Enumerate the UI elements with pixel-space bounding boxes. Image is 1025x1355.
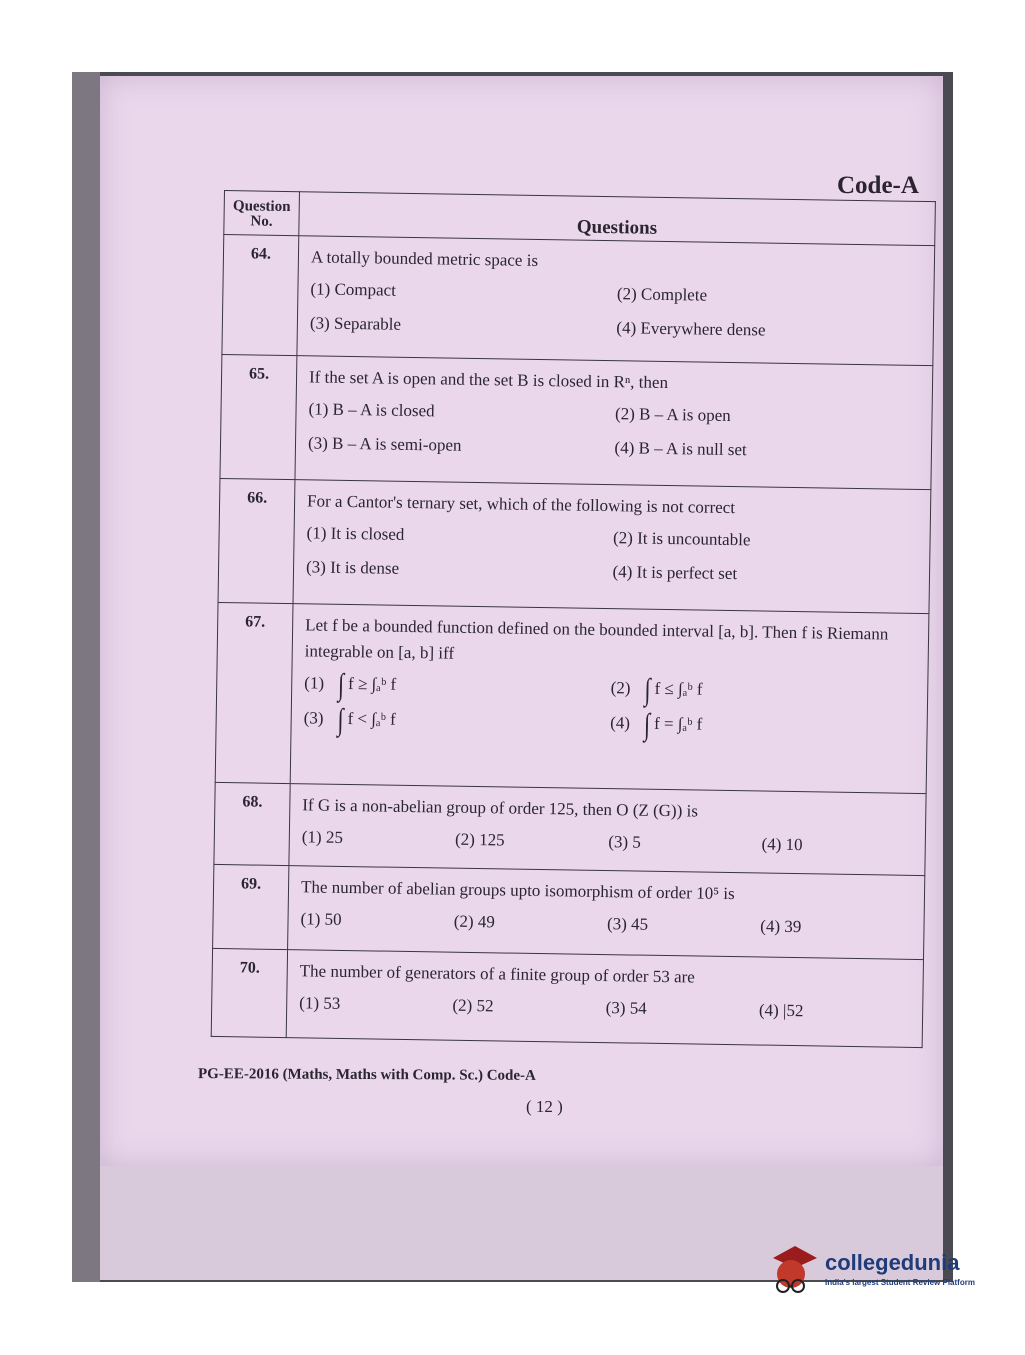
question-text: If G is a non-abelian group of order 125, then O (Z (G)) is xyxy=(302,795,699,821)
integral-expression: f = ∫ₐᵇ f xyxy=(653,713,703,734)
option: (1) 50 xyxy=(300,909,342,929)
option: (3) It is dense xyxy=(305,557,400,578)
question-number: 65. xyxy=(220,354,297,479)
option: (4) Everywhere dense xyxy=(616,318,766,340)
question-cell xyxy=(293,480,931,614)
question-cell xyxy=(288,866,925,960)
mascot-icon xyxy=(765,1244,821,1304)
option: (4) B – A is null set xyxy=(614,438,747,460)
option: (1) Compact xyxy=(310,279,397,300)
question-number: 68. xyxy=(214,782,290,865)
integral-expression: f ≤ ∫ₐᵇ f xyxy=(654,678,703,699)
option: (1) 25 xyxy=(301,827,344,847)
table-row xyxy=(214,782,926,875)
question-cell xyxy=(289,784,926,876)
question-number: 69. xyxy=(213,864,289,949)
logo-tagline: India's largest Student Review Platform xyxy=(825,1278,975,1287)
option: (4) 39 xyxy=(760,916,802,937)
question-number: 70. xyxy=(211,948,287,1037)
option: (1) It is closed xyxy=(306,523,405,544)
scan-edge xyxy=(72,72,100,1282)
code-label: Code-A xyxy=(837,172,919,199)
question-cell xyxy=(286,950,923,1048)
question-cell xyxy=(297,236,935,366)
collegedunia-logo[interactable] xyxy=(765,1244,995,1314)
column-header-question-no: Question No. xyxy=(224,191,300,236)
table-row xyxy=(211,948,923,1047)
question-text: For a Cantor's ternary set, which of the following is not correct xyxy=(306,491,736,518)
option: (1) B – A is closed xyxy=(308,399,435,421)
option: (4) 10 xyxy=(761,834,803,855)
option: (3) 54 xyxy=(605,998,647,1018)
question-text: Let f be a bounded function defined on the bounded interval [a, b]. Then f is Riemann integrable on [a, b] iff xyxy=(304,615,889,663)
question-text: If the set A is open and the set B is closed in Rⁿ, then xyxy=(308,367,669,392)
option: (2) 49 xyxy=(453,911,496,932)
integral-expression: f ≥ ∫ₐᵇ f xyxy=(347,674,397,694)
integral-sign: ∫ xyxy=(644,671,651,707)
option-number: (1) xyxy=(304,673,325,693)
integral-sign: ∫ xyxy=(337,666,345,702)
option: (3) B – A is semi-open xyxy=(307,433,462,455)
option-number: (4) xyxy=(610,713,631,733)
logo-name: collegedunia xyxy=(825,1250,960,1275)
option-number: (3) xyxy=(303,708,324,728)
option xyxy=(610,706,917,742)
option xyxy=(304,666,611,702)
question-text: The number of generators of a finite group of order 53 are xyxy=(299,961,695,987)
table-row xyxy=(215,602,929,793)
integral-sign: ∫ xyxy=(337,701,344,737)
option xyxy=(610,671,918,707)
page-number: ( 12 ) xyxy=(526,1097,563,1116)
table-row xyxy=(218,478,931,613)
option xyxy=(303,701,610,737)
exam-footer: PG-EE-2016 (Maths, Maths with Comp. Sc.) Code-A xyxy=(197,1066,536,1084)
integral-expression: f < ∫ₐᵇ f xyxy=(347,709,396,729)
option: (2) Complete xyxy=(616,284,708,305)
question-table xyxy=(211,190,936,1048)
option: (4) |52 xyxy=(758,1000,804,1021)
table-row xyxy=(222,235,935,366)
option: (1) 53 xyxy=(299,993,341,1013)
question-text: A totally bounded metric space is xyxy=(310,247,539,270)
column-header-questions: Questions xyxy=(299,192,936,246)
question-number: 66. xyxy=(218,478,295,603)
table-row xyxy=(220,354,933,489)
question-number: 67. xyxy=(215,602,293,783)
option: (2) It is uncountable xyxy=(612,528,751,550)
question-cell xyxy=(290,604,929,794)
option: (4) It is perfect set xyxy=(612,562,738,584)
question-number: 64. xyxy=(222,235,299,356)
option: (2) 125 xyxy=(454,829,505,850)
table-row xyxy=(213,864,925,959)
option: (2) 52 xyxy=(452,995,494,1016)
question-cell xyxy=(295,356,933,490)
integral-sign: ∫ xyxy=(643,706,651,742)
option: (3) Separable xyxy=(309,313,402,334)
option: (3) 45 xyxy=(606,914,649,934)
question-text: The number of abelian groups upto isomorphism of order 10⁵ is xyxy=(300,877,735,904)
option-number: (2) xyxy=(610,678,631,698)
option: (2) B – A is open xyxy=(614,404,731,425)
option: (3) 5 xyxy=(608,832,642,852)
